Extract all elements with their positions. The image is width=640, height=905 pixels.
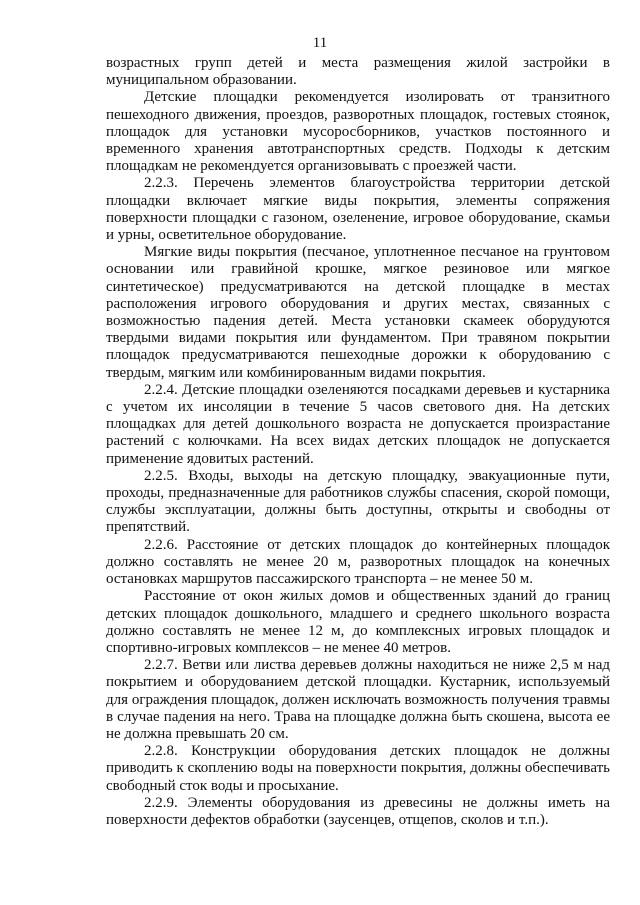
paragraph-continuation: возрастных групп детей и места размещения жилой застройки в муниципальном образовании. bbox=[106, 55, 610, 89]
paragraph-2-2-6: 2.2.6. Расстояние от детских площадок до контейнерных площадок должно составлять не менее 20 м, разворотных площадок на конечных остановках маршрутов пассажирского транспорта – не менее 50 м. bbox=[106, 536, 610, 588]
page-number: 11 bbox=[312, 35, 328, 51]
paragraph-2-2-5: 2.2.5. Входы, выходы на детскую площадку, эвакуационные пути, проходы, предназначенные для работников службы спасения, скорой помощи, службы эксплуатации, должны быть доступны, открыты и свободны от препятствий. bbox=[106, 467, 610, 536]
paragraph-window-distance: Расстояние от окон жилых домов и общественных зданий до границ детских площадок дошкольного, младшего и среднего школьного возраста должно составлять не менее 12 м, до комплексных игровых площадок и спортивно-игровых комплексов – не менее 40 метров. bbox=[106, 588, 610, 656]
paragraph-soft-coverings: Мягкие виды покрытия (песчаное, уплотненное песчаное на грунтовом основании или гравийной крошке, мягкое резиновое или мягкое синтетическое) предусматриваются на детской площадке в местах расположения игрового оборудования и других местах, связанных с возможностью падения детей. Места установки скамеек оборудуются твердыми видами покрытия или фундаментом. При травяном покрытии площадок предусматриваются пешеходные дорожки к оборудованию с твердым, мягким или комбинированным видами покрытия. bbox=[106, 244, 610, 381]
document-body bbox=[106, 55, 610, 829]
paragraph-2-2-3: 2.2.3. Перечень элементов благоустройства территории детской площадки включает мягкие виды покрытия, элементы сопряжения поверхности площадки с газоном, озеленение, игровое оборудование, скамьи и урны, осветительное оборудование. bbox=[106, 175, 610, 244]
paragraph-2-2-7: 2.2.7. Ветви или листва деревьев должны находиться не ниже 2,5 м над покрытием и оборудованием детской площадки. Кустарник, используемый для ограждения площадок, должен исключать возможность получения травмы в случае падения на него. Трава на площадке должна быть скошена, высота ее не должна превышать 20 см. bbox=[106, 657, 610, 742]
paragraph-2-2-8: 2.2.8. Конструкции оборудования детских площадок не должны приводить к скоплению воды на поверхности покрытия, должны обеспечивать свободный сток воды и просыхание. bbox=[106, 743, 610, 794]
paragraph-2-2-9: 2.2.9. Элементы оборудования из древесины не должны иметь на поверхности дефектов обработки (заусенцев, отщепов, сколов и т.п.). bbox=[106, 794, 610, 828]
paragraph-playground-isolation: Детские площадки рекомендуется изолировать от транзитного пешеходного движения, проездов, разворотных площадок, гостевых стоянок, площадок для установки мусоросборников, участков постоянного и временного хранения автотранспортных средств. Подходы к детским площадкам не рекомендуется организовывать с проезжей части. bbox=[106, 89, 610, 175]
paragraph-2-2-4: 2.2.4. Детские площадки озеленяются посадками деревьев и кустарника с учетом их инсоляции в течение 5 часов светового дня. На детских площадках для детей дошкольного возраста не допускается произрастание растений с колючками. На всех видах детских площадок не допускается применение ядовитых растений. bbox=[106, 381, 610, 467]
